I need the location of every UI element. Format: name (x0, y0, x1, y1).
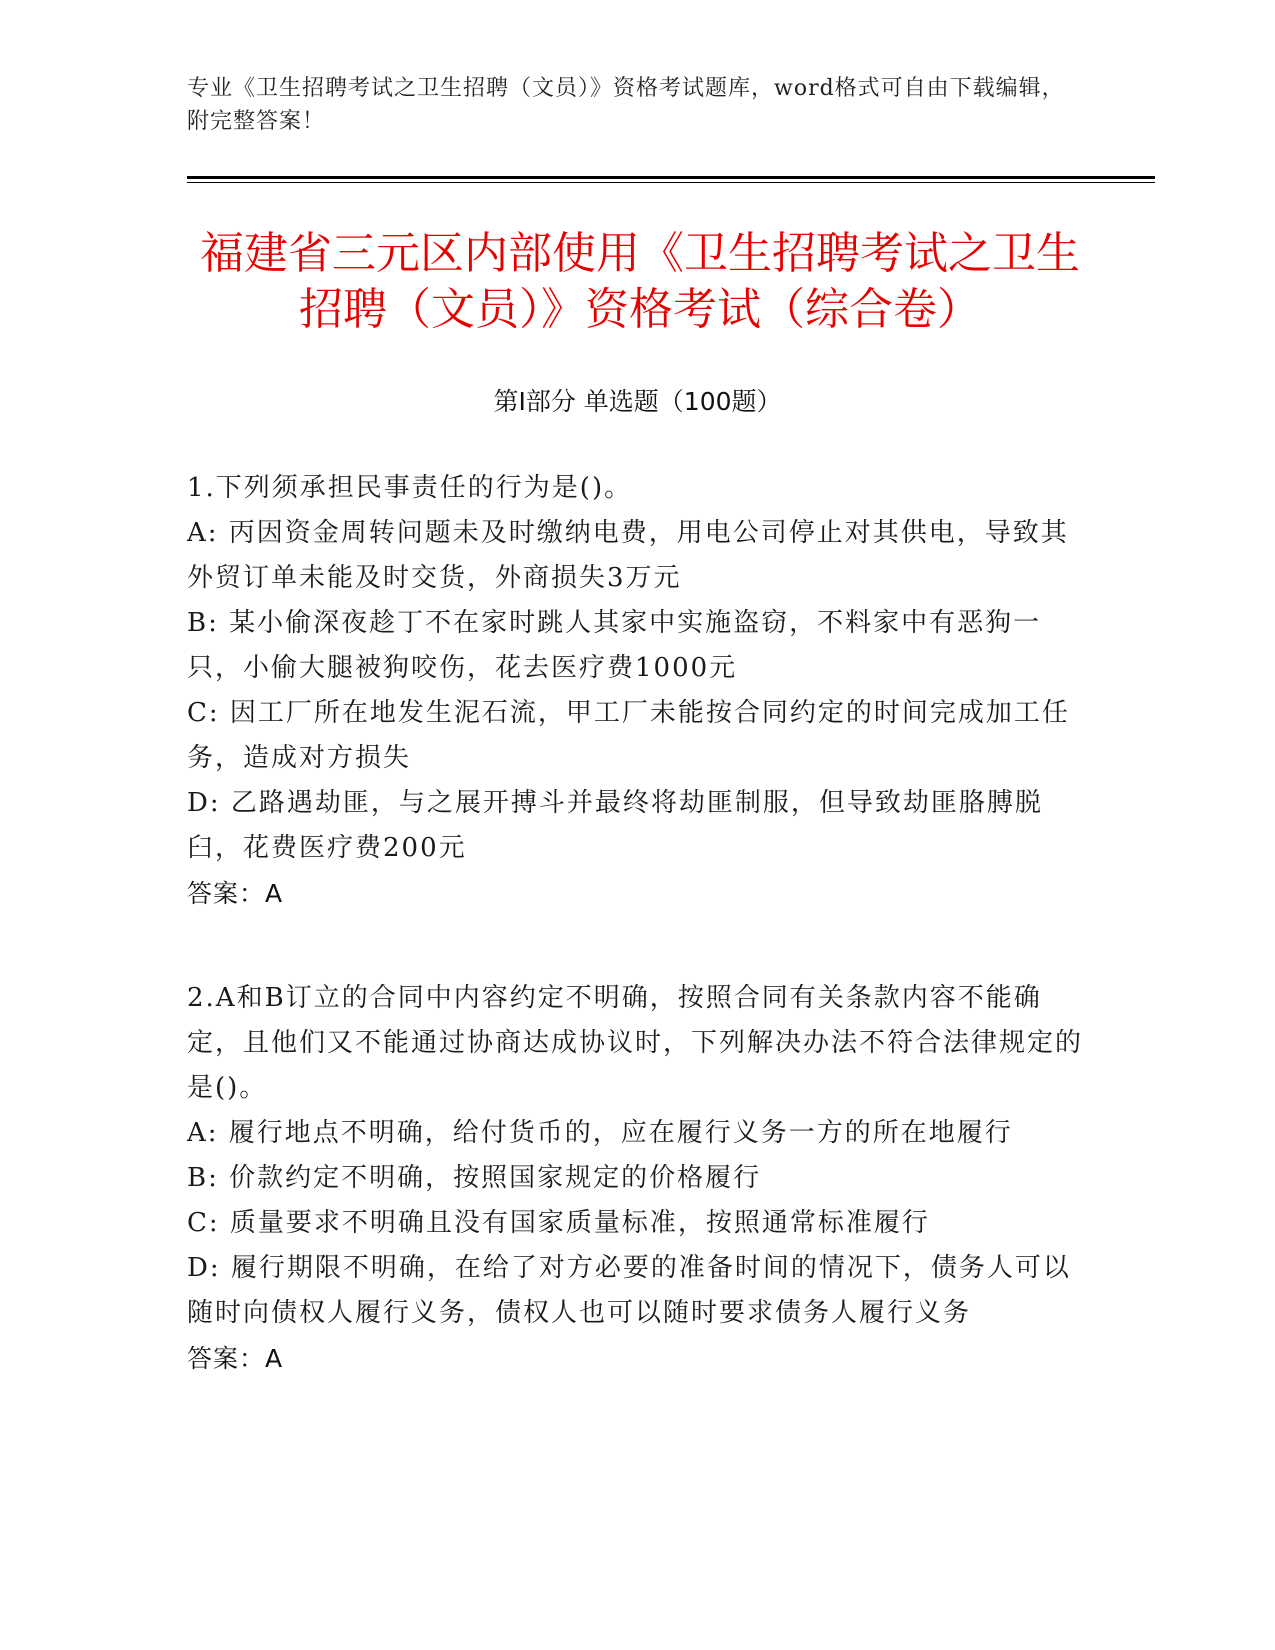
option-d: D: 履行期限不明确，在给了对方必要的准备时间的情况下，债务人可以随时向债权人履行义务，债权人也可以随时要求债务人履行义务 (187, 1253, 1071, 1328)
document-title: 福建省三元区内部使用《卫生招聘考试之卫生招聘（文员）》资格考试（综合卷） (200, 228, 1080, 335)
answer: 答案：A (187, 879, 284, 908)
question-spacer (187, 916, 1087, 976)
header-divider-thin (187, 182, 1155, 183)
option-c: C: 质量要求不明确且没有国家质量标准，按照通常标准履行 (187, 1208, 930, 1238)
answer: 答案：A (187, 1344, 284, 1373)
question-stem: 2.A和B订立的合同中内容约定不明确，按照合同有关条款内容不能确定，且他们又不能通过协商达成协议时，下列解决办法不符合法律规定的是()。 (187, 983, 1084, 1103)
option-b: B: 价款约定不明确，按照国家规定的价格履行 (187, 1163, 762, 1193)
option-b: B: 某小偷深夜趁丁不在家时跳人其家中实施盗窃，不料家中有恶狗一只，小偷大腿被狗咬伤，花去医疗费1000元 (187, 608, 1042, 683)
section-heading: 第Ⅰ部分 单选题（100题） (493, 387, 782, 416)
header-divider-thick (187, 176, 1155, 179)
option-a: A: 履行地点不明确，给付货币的，应在履行义务一方的所在地履行 (187, 1118, 1013, 1148)
question-stem: 1.下列须承担民事责任的行为是()。 (187, 473, 633, 503)
question-2 (187, 976, 1087, 1381)
option-d: D: 乙路遇劫匪，与之展开搏斗并最终将劫匪制服，但导致劫匪胳膊脱臼，花费医疗费200元 (187, 788, 1043, 863)
option-a: A: 丙因资金周转问题未及时缴纳电费，用电公司停止对其供电，导致其外贸订单未能及时交货，外商损失3万元 (187, 518, 1069, 593)
option-c: C: 因工厂所在地发生泥石流，甲工厂未能按合同约定的时间完成加工任务，造成对方损失 (187, 698, 1070, 773)
header-note: 专业《卫生招聘考试之卫生招聘（文员）》资格考试题库，word格式可自由下载编辑，附完整答案！ (187, 76, 1065, 134)
question-1 (187, 466, 1087, 916)
question-list (187, 466, 1087, 1381)
